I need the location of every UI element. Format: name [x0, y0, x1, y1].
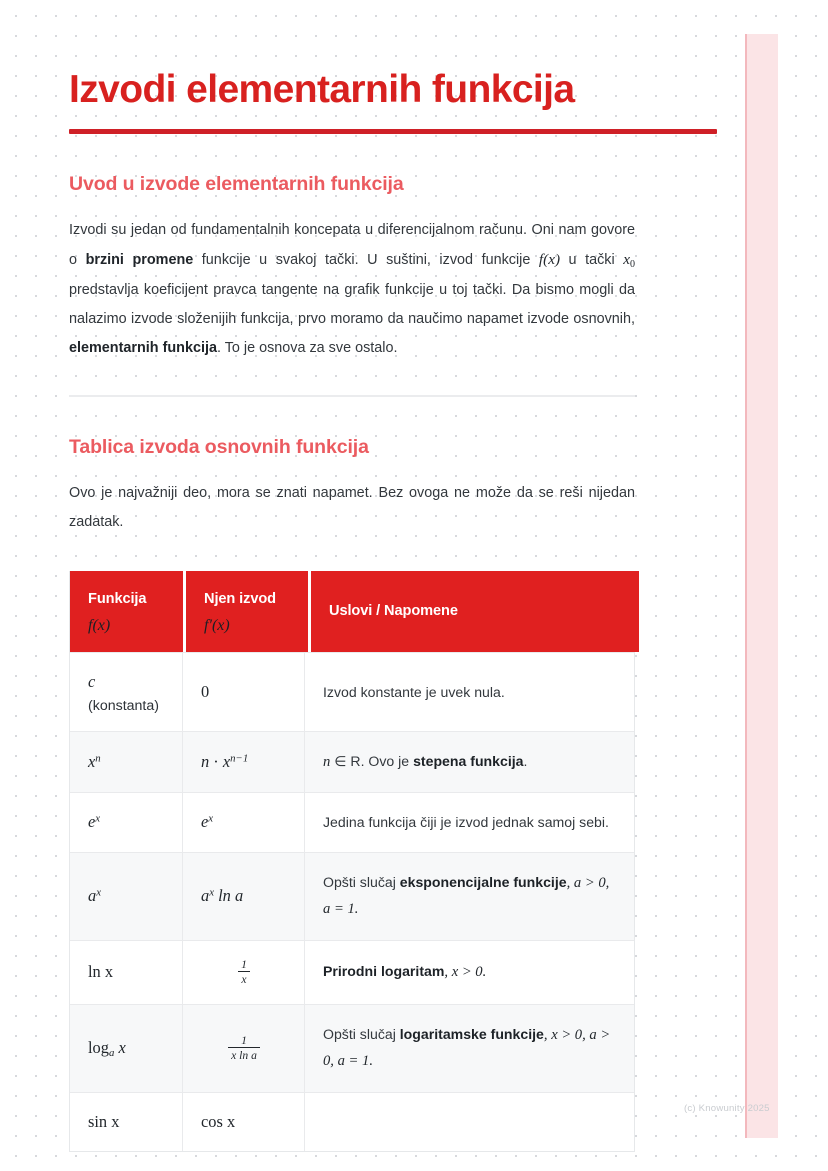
cell-derivative: [183, 941, 305, 1004]
note-text: Opšti slučaj logaritamske funkcije, x > 0, a > 0, a = 1.: [323, 1025, 611, 1070]
intro-paragraph: [69, 196, 635, 364]
function-expression: $x^n$: [88, 751, 101, 771]
table-row: [70, 940, 634, 1004]
header-label-derivative: Njen izvod: [204, 590, 276, 607]
function-expression: $a^x$: [88, 885, 102, 905]
table-header-conditions: [311, 571, 639, 653]
cell-derivative: [183, 1093, 305, 1152]
cell-notes: [305, 793, 634, 852]
fraction-denominator: x ln a: [228, 1047, 260, 1063]
derivative-fraction: [201, 958, 287, 987]
cell-derivative: [183, 1005, 305, 1092]
cell-function: [70, 941, 183, 1004]
cell-derivative: [183, 732, 305, 792]
header-math-fx: f(x): [88, 617, 111, 635]
function-expression: $\log_a x$: [88, 1037, 126, 1059]
table-header-function: [70, 571, 183, 653]
cell-function: [70, 1093, 183, 1152]
function-annotation: (konstanta): [88, 697, 159, 714]
derivative-fraction: [201, 1034, 287, 1063]
function-expression: $e^x$: [88, 812, 101, 832]
derivative-expression: 0: [201, 681, 210, 701]
derivatives-table: [69, 571, 635, 1153]
table-header-row: [70, 571, 634, 653]
table-row: [70, 792, 634, 852]
cell-function: [70, 732, 183, 792]
copyright-watermark: (c) Knowunity 2025: [684, 1103, 770, 1114]
table-row: [70, 731, 634, 792]
header-math-fprime: f′(x): [204, 617, 230, 635]
intro-text-1: Izvodi su jedan od fundamentalnih koncepata u diferencijalnom računu. Oni nam govore o: [69, 221, 635, 268]
cell-derivative: [183, 853, 305, 940]
cell-notes: [305, 1093, 634, 1152]
table-row: [70, 652, 634, 731]
cell-derivative: [183, 653, 305, 731]
cell-function: [70, 793, 183, 852]
cell-notes: [305, 941, 634, 1004]
intro-text-4: predstavlja koeficijent pravca tangente na grafik funkcije u toj tački. Da bismo mogli da nalazimo izvode složenijih funkcija, prvo moramo da naučimo napamet izvode osnovnih,: [69, 281, 635, 327]
intro-text-3: u tački: [560, 251, 624, 268]
cell-notes: [305, 1005, 634, 1092]
function-expression: ln x: [88, 961, 114, 981]
fraction-numerator: 1: [241, 1033, 247, 1047]
section-heading-table: Tablica izvoda osnovnih funkcija: [69, 435, 369, 458]
cell-derivative: [183, 793, 305, 852]
inline-math-x0: $x_0$: [623, 250, 635, 270]
function-expression: sin x: [88, 1111, 120, 1131]
function-expression: c: [88, 672, 96, 692]
intro-bold-2: elementarnih funkcija: [69, 340, 217, 357]
cell-function: [70, 853, 183, 940]
decorative-side-band: [745, 34, 778, 1138]
derivative-expression: $a^x$ ln a: [201, 885, 244, 905]
cell-notes: [305, 732, 634, 792]
section-heading-intro: Uvod u izvode elementarnih funkcija: [69, 172, 404, 195]
table-intro-paragraph: Ovo je najvažniji deo, mora se znati napamet. Bez ovoga ne može da se reši nijedan zadatak.: [69, 484, 635, 530]
page-title: Izvodi elementarnih funkcija: [69, 68, 575, 111]
note-text: Jedina funkcija čiji je izvod jednak samoj sebi.: [323, 814, 609, 831]
intro-text-2: funkcije u svakoj tački. U suštini, izvod funkcije: [193, 251, 539, 268]
intro-bold-1: brzini promene: [85, 251, 194, 268]
table-row: [70, 1092, 634, 1152]
note-text: Prirodni logaritam, x > 0.: [323, 963, 487, 981]
table-header-derivative: [186, 571, 308, 653]
header-label-conditions: Uslovi / Napomene: [329, 603, 458, 620]
note-text: Opšti slučaj eksponencijalne funkcije, a > 0, a = 1.: [323, 873, 610, 918]
cell-notes: [305, 653, 634, 731]
intro-text-5: . To je osnova za sve ostalo.: [216, 340, 398, 357]
fraction-numerator: 1: [241, 957, 247, 971]
header-label-function: Funkcija: [88, 590, 147, 607]
derivative-expression: $e^x$: [201, 812, 214, 832]
table-row: [70, 852, 634, 940]
derivative-expression: $n \cdot x^{n-1}$: [201, 751, 249, 771]
derivative-expression: cos x: [201, 1111, 236, 1131]
table-row: [70, 1004, 634, 1092]
note-text: n ∈ R. Ovo je stepena funkcija.: [323, 752, 528, 770]
cell-function: [70, 653, 183, 731]
note-text: Izvod konstante je uvek nula.: [323, 683, 505, 700]
inline-math-fx: f(x): [538, 250, 560, 268]
cell-notes: [305, 853, 634, 940]
document-content: [69, 0, 635, 1152]
cell-function: [70, 1005, 183, 1092]
fraction-denominator: x: [238, 971, 249, 987]
